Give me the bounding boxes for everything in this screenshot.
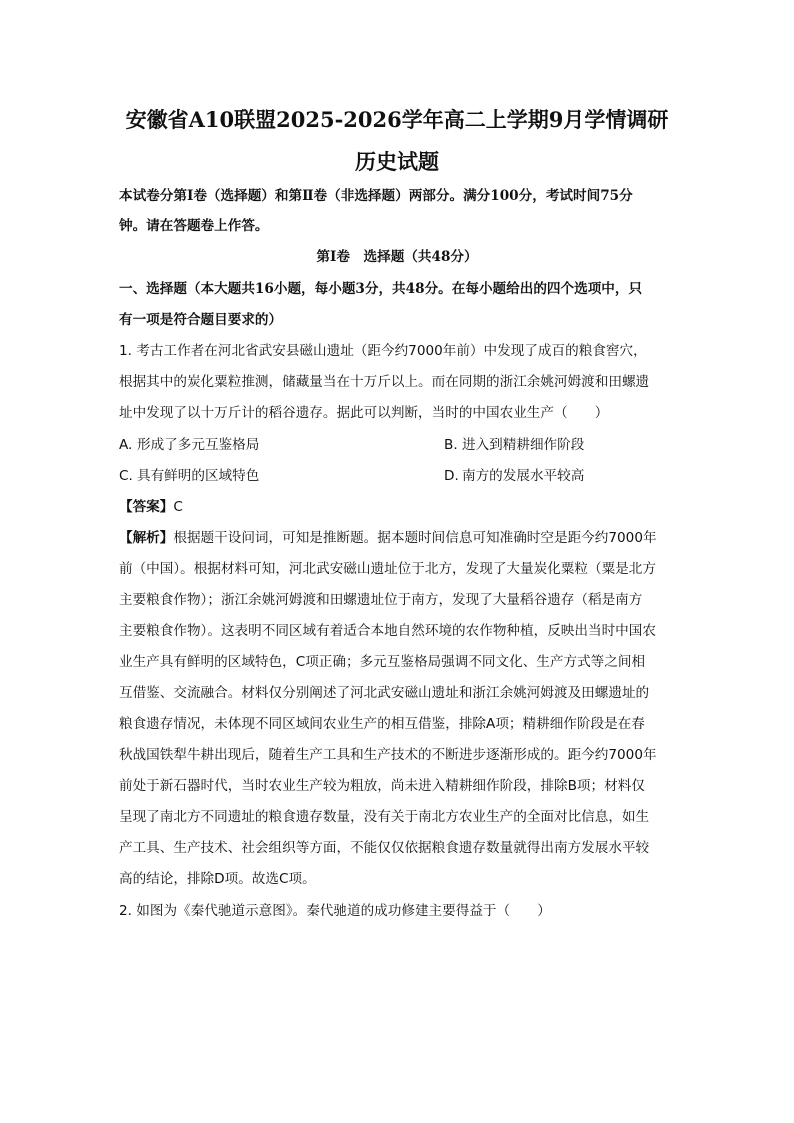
exam-title: 安徽省A10联盟2025-2026学年高二上学期9月学情调研 [125, 107, 669, 132]
intro-line-2: 钟。请在答题卷上作答。 [119, 218, 269, 234]
q1-analysis-line-12: 高的结论，排除D项。故选C项。 [119, 871, 316, 887]
q1-analysis-line-4: 主要粮食作物）。这表明不同区域有着适合本地自然环境的农作物种植，反映出当时中国农 [119, 623, 656, 639]
q1-option-c [119, 466, 259, 486]
q1-analysis-line-10: 呈现了南北方不同遗址的粮食遗存数量，没有关于南北方农业生产的全面对比信息，如生 [119, 809, 650, 825]
option-key: C. [119, 468, 133, 484]
q1-analysis-line-5: 业生产具有鲜明的区域特色，C项正确；多元互鉴格局强调不同文化、生产方式等之间相 [119, 654, 646, 670]
q1-analysis-line-2: 前（中国）。根据材料可知，河北武安磁山遗址位于北方，发现了大量炭化粟粒（粟是北方 [119, 561, 656, 577]
q1-stem-line-2: 根据其中的炭化粟粒推测，储藏量当在十万斤以上。而在同期的浙江余姚河姆渡和田螺遗 [119, 374, 650, 390]
option-key: B. [444, 437, 458, 453]
q1-analysis-line-11: 产工具、生产技术、社会组织等方面，不能仅仅依据粮食遗存数量就得出南方发展水平较 [119, 840, 650, 856]
q1-analysis-line-7: 粮食遗存情况，未体现不同区域间农业生产的相互借鉴，排除A项；精耕细作阶段是在春 [119, 716, 645, 732]
section-instruction-1: 一、选择题（本大题共16小题，每小题3分，共48分。在每小题给出的四个选项中，只 [119, 281, 643, 297]
answer-value: C [173, 499, 183, 515]
answer-label: 【答案】 [119, 499, 174, 515]
q2-stem-line-1: 2. 如图为《秦代驰道示意图》。秦代驰道的成功修建主要得益于（ ） [119, 903, 551, 919]
q1-option-b [444, 435, 584, 455]
option-text: 具有鲜明的区域特色 [137, 468, 260, 484]
q1-option-d [444, 466, 584, 486]
section-heading: 第Ⅰ卷 选择题（共48分） [316, 249, 478, 265]
option-text: 形成了多元互鉴格局 [137, 437, 260, 453]
section-instruction-2: 有一项是符合题目要求的） [119, 312, 283, 328]
q1-answer [119, 497, 699, 517]
analysis-label: 【解析】 [119, 530, 174, 546]
option-text: 进入到精耕细作阶段 [462, 437, 585, 453]
analysis-text: 根据题干设问词，可知是推断题。据本题时间信息可知准确时空是距今约7000年 [173, 530, 657, 546]
option-text: 南方的发展水平较高 [462, 468, 585, 484]
q1-analysis-line-3: 主要粮食作物）；浙江余姚河姆渡和田螺遗址位于南方，发现了大量稻谷遗存（稻是南方 [119, 592, 643, 608]
q1-option-a [119, 435, 259, 455]
option-key: D. [444, 468, 459, 484]
exam-subject: 历史试题 [355, 149, 439, 174]
q1-stem-line-1: 1. 考古工作者在河北省武安县磁山遗址（距今约7000年前）中发现了成百的粮食窖穴， [119, 343, 647, 359]
option-key: A. [119, 437, 133, 453]
q1-analysis-line-9: 前处于新石器时代，当时农业生产较为粗放，尚未进入精耕细作阶段，排除B项；材料仅 [119, 778, 645, 794]
q1-analysis-line-6: 互借鉴、交流融合。材料仅分别阐述了河北武安磁山遗址和浙江余姚河姆渡及田螺遗址的 [119, 685, 650, 701]
q1-analysis-line-1 [119, 528, 699, 548]
q1-stem-line-3: 址中发现了以十万斤计的稻谷遗存。据此可以判断，当时的中国农业生产（ ） [119, 405, 609, 421]
intro-line-1: 本试卷分第Ⅰ卷（选择题）和第Ⅱ卷（非选择题）两部分。满分100分，考试时间75分 [119, 188, 633, 204]
q1-analysis-line-8: 秋战国铁犁牛耕出现后，随着生产工具和生产技术的不断进步逐渐形成的。距今约7000年 [119, 747, 657, 763]
